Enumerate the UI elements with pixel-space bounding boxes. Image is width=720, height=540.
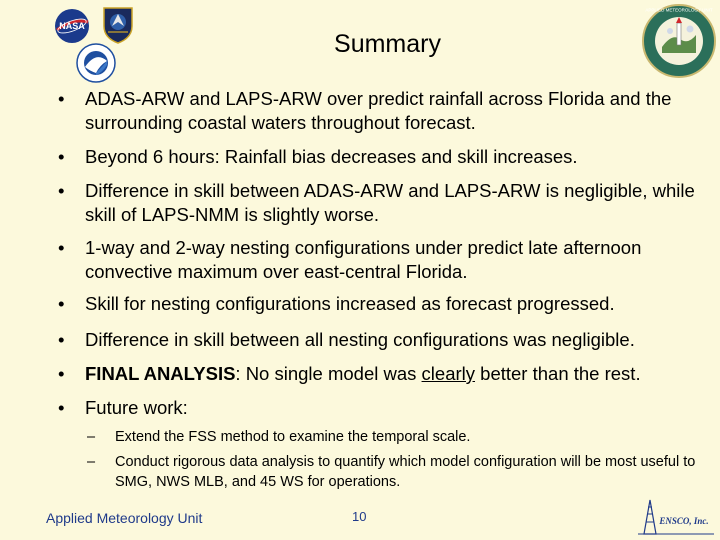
amu-logo-text: APPLIED METEOROLOGY UNIT [645, 7, 713, 13]
final-analysis-pre: : No single model was [235, 363, 422, 384]
bullet-marker: • [58, 293, 65, 314]
footer-organization: Applied Meteorology Unit [46, 510, 203, 526]
final-analysis-text [85, 362, 705, 386]
sub-bullet-marker: – [87, 429, 96, 445]
bullet-text: ADAS-ARW and LAPS-ARW over predict rainfall across Florida and the surrounding coastal waters throughout forecast. [85, 88, 672, 133]
bullet-marker: • [58, 146, 65, 167]
ensco-logo [636, 496, 716, 536]
nasa-logo-text: NASA [59, 21, 85, 31]
amu-logo [640, 3, 718, 79]
bullet-marker: • [58, 88, 65, 109]
bullet-marker: • [58, 397, 65, 418]
bullet-marker: • [58, 329, 65, 350]
bullet-text: Skill for nesting configurations increased as forecast progressed. [85, 293, 615, 314]
future-work-heading: Future work: [85, 397, 188, 418]
sub-bullet-text: Conduct rigorous data analysis to quantify which model configuration will be most useful to SMG, NWS MLB, and 45 WS for operations. [115, 454, 696, 490]
final-analysis-post: better than the rest. [475, 363, 641, 384]
final-analysis-emphasis: clearly [421, 363, 476, 384]
bullet-text: 1-way and 2-way nesting configurations under predict late afternoon convective maximum over east-central Florida. [85, 237, 642, 282]
bullet-marker: • [58, 237, 65, 258]
page-number: 10 [352, 509, 367, 524]
bullet-text: Difference in skill between all nesting configurations was negligible. [85, 329, 635, 350]
sub-bullet-marker: – [87, 454, 96, 470]
sub-bullet-text: Extend the FSS method to examine the temporal scale. [115, 429, 471, 445]
slide-title: Summary [334, 30, 441, 58]
ensco-logo-text: ENSCO, Inc. [659, 516, 709, 526]
final-analysis-label: FINAL ANALYSIS [85, 363, 236, 384]
bullet-text: Difference in skill between ADAS-ARW and LAPS-ARW is negligible, while skill of LAPS-NMM is slightly worse. [85, 180, 695, 225]
bullet-marker: • [58, 363, 65, 384]
bullet-text: Beyond 6 hours: Rainfall bias decreases and skill increases. [85, 146, 578, 167]
bullet-marker: • [58, 180, 65, 201]
